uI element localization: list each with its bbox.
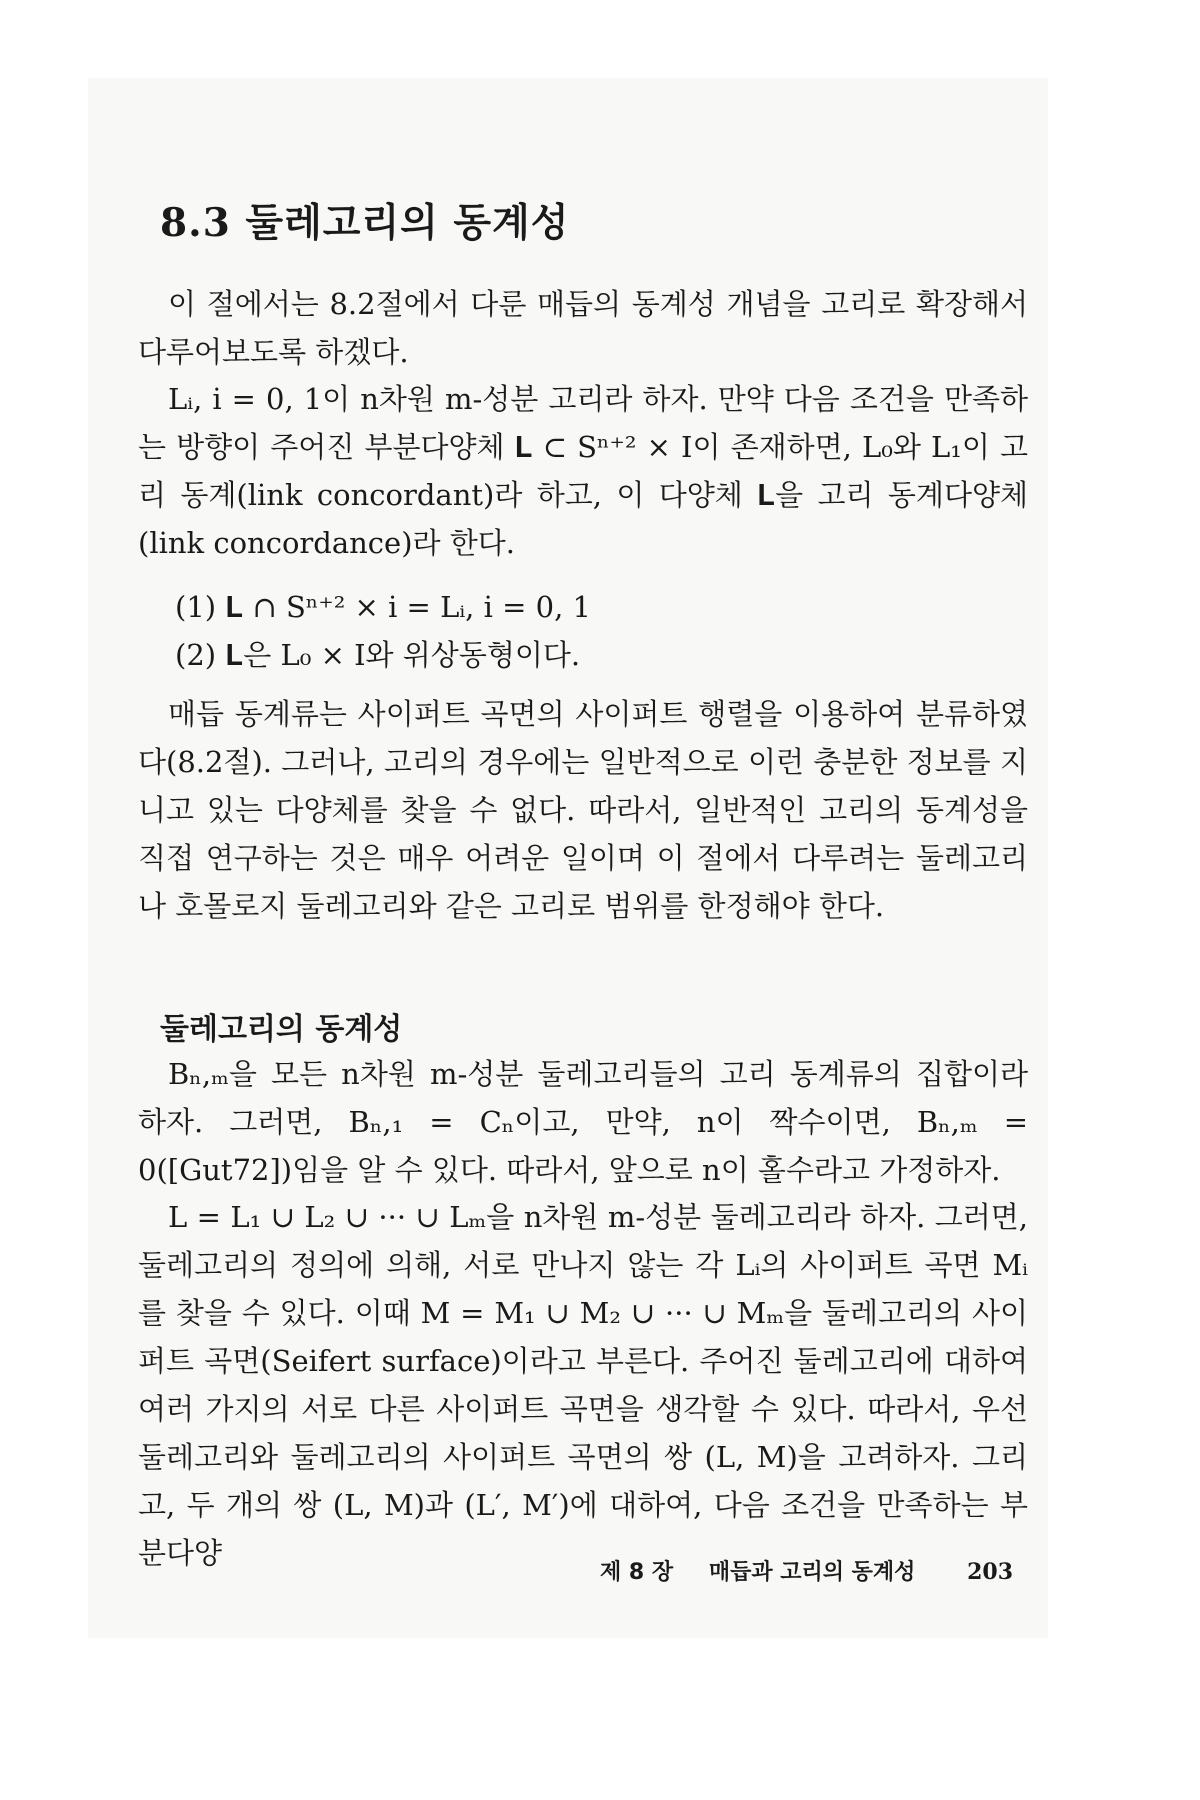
page-number: 203	[967, 1559, 1014, 1585]
section-title: 8.3 둘레고리의 동계성	[160, 200, 570, 246]
subsection-paragraph-1: Bₙ,ₘ을 모든 n차원 m-성분 둘레고리들의 고리 동계류의 집합이라 하자. 그러면, Bₙ,₁ = Cₙ이고, 만약, n이 짝수이면, Bₙ,ₘ = 0([Gut72])임을 알 수 있다. 따라서, 앞으로 n이 홀수라고 가정하자.	[138, 1057, 1028, 1187]
discussion-paragraph: 매듭 동계류는 사이퍼트 곡면의 사이퍼트 행렬을 이용하여 분류하였다(8.2절). 그러나, 고리의 경우에는 일반적으로 이런 충분한 정보를 지니고 있는 다양체를 찾을 수 없다. 따라서, 일반적인 고리의 동계성을 직접 연구하는 것은 매우 어려운 일이며 이 절에서 다루려는 둘레고리나 호몰로지 둘레고리와 같은 고리로 범위를 한정해야 한다.	[138, 697, 1028, 923]
subsection-title: 둘레고리의 동계성	[160, 1012, 403, 1047]
definition-paragraph: Lᵢ, i = 0, 1이 n차원 m-성분 고리라 하자. 만약 다음 조건을 만족하는 방향이 주어진 부분다양체 𝐋 ⊂ Sⁿ⁺² × I이 존재하면, L₀와 L₁이 고리 동계(link concordant)라 하고, 이 다양체 𝐋을 고리 동계다양체(link concordance)라 한다.	[138, 382, 1028, 560]
subsection-paragraph-2: L = L₁ ∪ L₂ ∪ ··· ∪ Lₘ을 n차원 m-성분 둘레고리라 하자. 그러면, 둘레고리의 정의에 의해, 서로 만나지 않는 각 Lᵢ의 사이퍼트 곡면 Mᵢ를 찾을 수 있다. 이때 M = M₁ ∪ M₂ ∪ ··· ∪ Mₘ을 둘레고리의 사이퍼트 곡면(Seifert surface)이라고 부른다. 주어진 둘레고리에 대하여 여러 가지의 서로 다른 사이퍼트 곡면을 생각할 수 있다. 따라서, 우선 둘레고리와 둘레고리의 사이퍼트 곡면의 쌍 (L, M)을 고려하자. 그리고, 두 개의 쌍 (L, M)과 (L′, M′)에 대하여, 다음 조건을 만족하는 부분다양	[138, 1200, 1028, 1570]
page-footer	[600, 1555, 1013, 1586]
intro-paragraph: 이 절에서는 8.2절에서 다룬 매듭의 동계성 개념을 고리로 확장해서 다루어보도록 하겠다.	[138, 287, 1028, 369]
footer-chapter-title: 매듭과 고리의 동계성	[708, 1560, 916, 1585]
footer-chapter: 제 8 장	[600, 1560, 674, 1585]
conditions-list	[175, 583, 875, 679]
condition-1: (1) 𝐋 ∩ Sⁿ⁺² × i = Lᵢ, i = 0, 1	[175, 590, 591, 624]
condition-2: (2) 𝐋은 L₀ × I와 위상동형이다.	[175, 638, 581, 672]
